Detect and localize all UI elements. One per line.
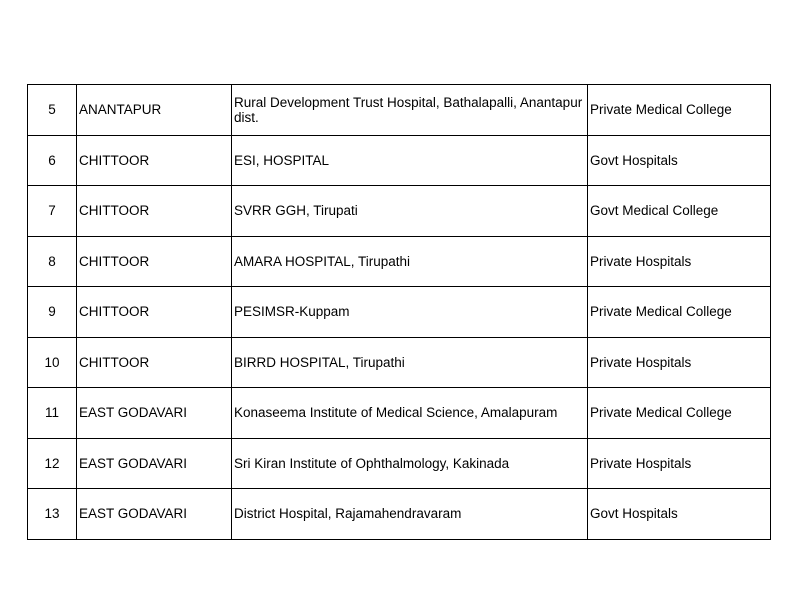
hospital-type-cell: Private Hospitals bbox=[588, 438, 771, 489]
hospital-list-table bbox=[27, 84, 771, 540]
district-cell: CHITTOOR bbox=[77, 236, 232, 287]
district-cell: CHITTOOR bbox=[77, 135, 232, 186]
hospital-type-cell: Private Medical College bbox=[588, 388, 771, 439]
district-cell: CHITTOOR bbox=[77, 287, 232, 338]
hospital-name-cell: AMARA HOSPITAL, Tirupathi bbox=[232, 236, 588, 287]
hospital-type-cell: Private Medical College bbox=[588, 287, 771, 338]
hospital-name-cell: BIRRD HOSPITAL, Tirupathi bbox=[232, 337, 588, 388]
serial-number-cell: 12 bbox=[28, 438, 77, 489]
district-cell: EAST GODAVARI bbox=[77, 438, 232, 489]
district-cell: CHITTOOR bbox=[77, 186, 232, 237]
serial-number-cell: 9 bbox=[28, 287, 77, 338]
serial-number-cell: 6 bbox=[28, 135, 77, 186]
table-row bbox=[28, 236, 771, 287]
hospital-type-cell: Govt Hospitals bbox=[588, 135, 771, 186]
serial-number-cell: 13 bbox=[28, 489, 77, 540]
table-row bbox=[28, 489, 771, 540]
hospital-name-cell: SVRR GGH, Tirupati bbox=[232, 186, 588, 237]
serial-number-cell: 5 bbox=[28, 85, 77, 136]
table-body bbox=[28, 85, 771, 540]
serial-number-cell: 8 bbox=[28, 236, 77, 287]
hospital-name-cell: PESIMSR-Kuppam bbox=[232, 287, 588, 338]
hospital-name-cell: District Hospital, Rajamahendravaram bbox=[232, 489, 588, 540]
hospital-type-cell: Govt Hospitals bbox=[588, 489, 771, 540]
serial-number-cell: 10 bbox=[28, 337, 77, 388]
hospital-name-cell: Rural Development Trust Hospital, Bathalapalli, Anantapur dist. bbox=[232, 85, 588, 136]
hospital-type-cell: Govt Medical College bbox=[588, 186, 771, 237]
hospital-type-cell: Private Hospitals bbox=[588, 236, 771, 287]
serial-number-cell: 11 bbox=[28, 388, 77, 439]
serial-number-cell: 7 bbox=[28, 186, 77, 237]
district-cell: EAST GODAVARI bbox=[77, 388, 232, 439]
table-row bbox=[28, 388, 771, 439]
hospital-name-cell: Sri Kiran Institute of Ophthalmology, Kakinada bbox=[232, 438, 588, 489]
hospital-type-cell: Private Medical College bbox=[588, 85, 771, 136]
hospital-name-cell: ESI, HOSPITAL bbox=[232, 135, 588, 186]
table-row bbox=[28, 85, 771, 136]
district-cell: CHITTOOR bbox=[77, 337, 232, 388]
table-row bbox=[28, 287, 771, 338]
table-row bbox=[28, 337, 771, 388]
table-row bbox=[28, 438, 771, 489]
district-cell: EAST GODAVARI bbox=[77, 489, 232, 540]
hospital-name-cell: Konaseema Institute of Medical Science, Amalapuram bbox=[232, 388, 588, 439]
table-row bbox=[28, 135, 771, 186]
hospital-type-cell: Private Hospitals bbox=[588, 337, 771, 388]
district-cell: ANANTAPUR bbox=[77, 85, 232, 136]
table-row bbox=[28, 186, 771, 237]
